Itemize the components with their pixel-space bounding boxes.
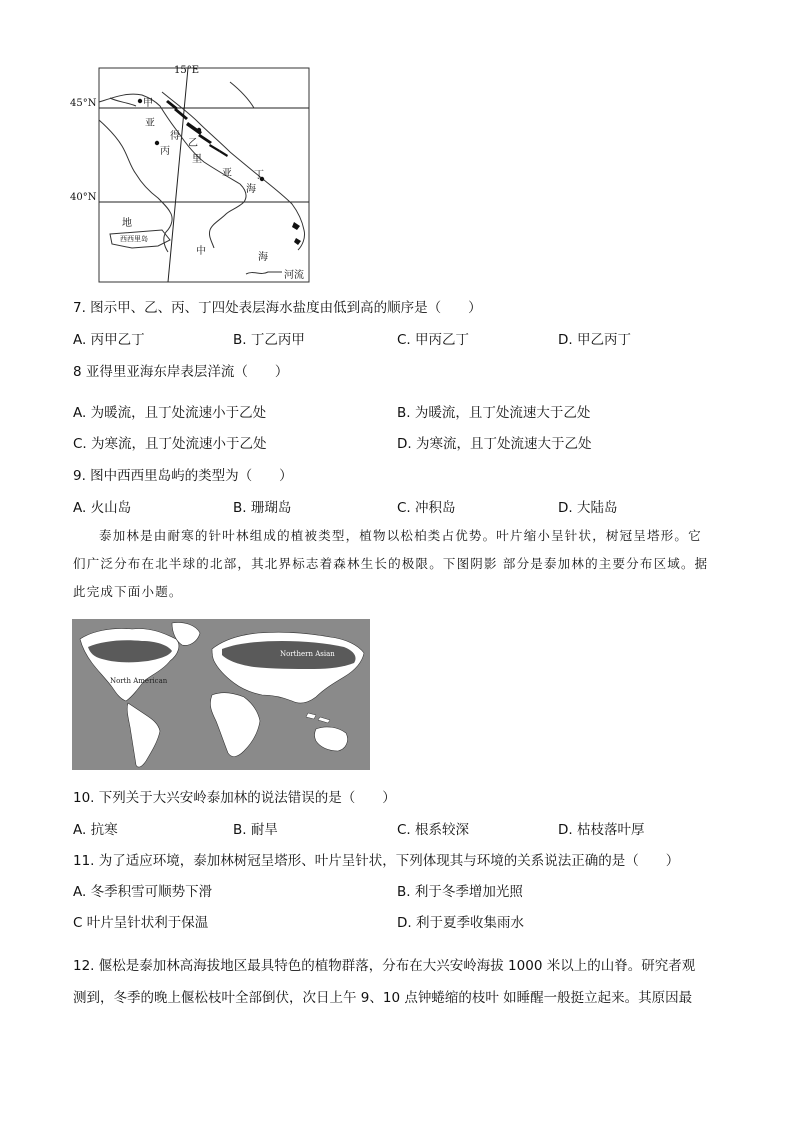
africa-landmass	[210, 693, 260, 757]
legend-river-symbol	[246, 272, 282, 274]
question-7-option-a[interactable]: A. 丙甲乙丁	[73, 332, 145, 348]
question-8-option-c[interactable]: C. 为寒流，且丁处流速小于乙处	[73, 436, 267, 452]
label-de: 得	[170, 131, 180, 142]
question-12-line-2: 测到，冬季的晚上偃松枝叶全部倒伏，次日上午 9、10 点钟蜷缩的枝叶 如睡醒一般挺立起来。其原因最	[73, 990, 693, 1006]
taiga-passage	[73, 522, 723, 606]
question-10-option-d[interactable]: D. 枯枝落叶厚	[558, 822, 645, 838]
question-12-line-1: 12. 偃松是泰加林高海拔地区最具特色的植物群落，分布在大兴安岭海拔 1000 米以上的山脊。研究者观	[73, 958, 696, 974]
label-ding: 丁	[254, 170, 264, 181]
label-northern-asian: Northern Asian	[280, 650, 335, 658]
latitude-45-label: 45°N	[70, 98, 97, 109]
question-9-option-c[interactable]: C. 冲积岛	[397, 500, 456, 516]
question-11-option-a[interactable]: A. 冬季积雪可顺势下滑	[73, 884, 213, 900]
world-map-drawing	[72, 619, 370, 770]
question-9-option-b[interactable]: B. 珊瑚岛	[233, 500, 292, 516]
question-10-option-b[interactable]: B. 耐旱	[233, 822, 278, 838]
question-7-option-d[interactable]: D. 甲乙丙丁	[558, 332, 631, 348]
question-9-option-d[interactable]: D. 大陆岛	[558, 500, 618, 516]
question-11-stem: 11. 为了适应环境，泰加林树冠呈塔形、叶片呈针状，下列体现其与环境的关系说法正确的是（ ）	[73, 853, 680, 869]
greek-islands	[292, 222, 301, 245]
legend-river-label: 河流	[284, 270, 304, 281]
label-bing: 丙	[160, 146, 170, 157]
passage-line-2: 们广泛分布在北半球的北部，其北界标志着森林生长的极限。下图阴影 部分是泰加林的主要分布区域。据	[73, 556, 709, 571]
latitude-40-label: 40°N	[70, 192, 97, 203]
question-10-option-a[interactable]: A. 抗寒	[73, 822, 118, 838]
label-sicily: 西西里岛	[120, 235, 148, 243]
south-america-landmass	[127, 703, 160, 767]
longitude-label: 15°E	[174, 65, 200, 76]
question-11-option-b[interactable]: B. 利于冬季增加光照	[397, 884, 523, 900]
australia-landmass	[315, 727, 348, 751]
question-7-option-c[interactable]: C. 甲丙乙丁	[397, 332, 470, 348]
question-11-option-c[interactable]: C 叶片呈针状利于保温	[73, 915, 209, 931]
question-7-option-b[interactable]: B. 丁乙丙甲	[233, 332, 305, 348]
passage-line-3: 此完成下面小题。	[73, 584, 183, 599]
question-7-stem: 7. 图示甲、乙、丙、丁四处表层海水盐度由低到高的顺序是（ ）	[73, 300, 482, 316]
question-9-stem: 9. 图中西西里岛屿的类型为（ ）	[73, 468, 293, 484]
label-hai2: 海	[258, 252, 268, 263]
label-ya1: 亚	[145, 118, 155, 129]
label-zhong: 中	[196, 246, 206, 257]
question-10-option-c[interactable]: C. 根系较深	[397, 822, 470, 838]
passage-line-1: 泰加林是由耐寒的针叶林组成的植被类型，植物以松柏类占优势。叶片缩小呈针状，树冠呈塔形。它	[99, 528, 702, 543]
point-jia	[138, 99, 142, 103]
question-8-option-d[interactable]: D. 为寒流，且丁处流速大于乙处	[397, 436, 592, 452]
label-yi: 乙	[188, 138, 198, 149]
label-north-american: North American	[110, 677, 168, 685]
adriatic-map-drawing	[70, 62, 315, 286]
label-li: 里	[192, 154, 202, 165]
label-ya2: 亚	[222, 168, 232, 179]
balkan-coastline	[162, 82, 305, 250]
point-yi	[197, 128, 201, 132]
question-10-stem: 10. 下列关于大兴安岭泰加林的说法错误的是（ ）	[73, 790, 396, 806]
adriatic-map	[70, 62, 315, 286]
world-taiga-map	[72, 619, 370, 770]
label-di: 地	[122, 218, 132, 229]
southeast-asia-islands	[306, 713, 330, 723]
question-8-option-b[interactable]: B. 为暖流，且丁处流速大于乙处	[397, 405, 591, 421]
question-9-option-a[interactable]: A. 火山岛	[73, 500, 132, 516]
meridian-15e-line	[168, 68, 188, 282]
question-8-stem: 8 亚得里亚海东岸表层洋流（ ）	[73, 364, 289, 380]
question-8-option-a[interactable]: A. 为暖流，且丁处流速小于乙处	[73, 405, 267, 421]
question-11-option-d[interactable]: D. 利于夏季收集雨水	[397, 915, 524, 931]
po-river	[110, 98, 136, 106]
point-bing	[155, 141, 159, 145]
label-jia: 甲	[143, 98, 153, 109]
north-america-landmass	[80, 628, 179, 701]
label-hai1: 海	[246, 184, 256, 195]
